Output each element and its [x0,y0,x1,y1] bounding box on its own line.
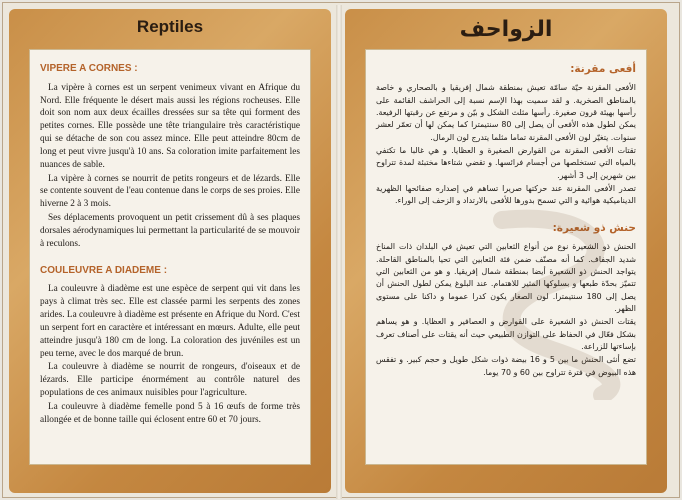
panel-french [9,9,331,493]
paragraph: الأفعى المقرنة حيّة سامّة تعيش بمنطقة شمال إفريقيا و بالصحاري و خاصة بالمناطق الصخرية. و لقد سميت بهذا الإسم نسبة إلى الحراشف القائمة على رأسها بهيئة قرون صغيرة. رأسها مثلث الشكل و بيّن و مرتفع عن رقبتها الرفيعة. يمكن لطول هذه الأفعى أن يصل إلى 80 سنتيمترا كما يمكن لها أن تعمّر لعشر سنوات. يتغيّر لون الأفعى المقرنة تماما مثلما يتدرج لون الرمال. [376,83,636,142]
section-heading: أفعى مقرنة: [570,63,636,75]
page-title-arabic: الزواحف [459,17,553,42]
text-card-arabic [365,49,647,465]
paragraph: الحنش ذو الشعيرة نوع من أنواع الثعابين التي تعيش في البلدان ذات المناخ شديد الجفاف. كما أنه مصنّف ضمن فئة الثعابين التي تحيا بالمناطق القاحلة. يتواجد الحنش ذو الشعيرة أيضا بمنطقة شمال إفريقيا. و هو من الثعابين التي تتميّز بحدّة طبعها و بسلوكها المثير للاهتمام. عند البلوغ يمكن لطول الحنش أن يصل إلى 180 سنتيمترا. لون الصغار يكون كدرا عموما و داكنا على مستوى الظهر. [376,242,636,313]
panel-arabic [345,9,667,493]
text-card-french [29,49,311,465]
paragraph: La couleuvre à diadème se nourrit de rongeurs, d'oiseaux et de lézards. Elle participe énormément au contrôle naturel des populations de ces animaux nuisibles pour l'agriculture. [40,362,300,398]
paragraph: تصدر الأفعى المقرنة عند حركتها صريرا تساهم في إصداره صفائحها الظهرية الديناميكية هوائية و التي تسمح بدورها للأفعى بالارتداد و الزحف إلى الوراء. [376,184,636,206]
paragraph: تقتات الأفعى المقرنة من القوارض الصغيرة و العظايا. و هي غالبا ما تكتفي بالمياه التي تستخلصها من أجسام فرائسها. و تقضي شتاءها مختبئة لمدة تتراوح بين شهرين إلى 3 أشهر. [376,146,636,180]
section-heading: حنش ذو شعيرة: [552,221,636,234]
section-heading: COULEUVRE A DIADEME : [40,264,168,276]
paragraph: La couleuvre à diadème femelle pond 5 à 16 œufs de forme très allongée et de bonne taille qui éclosent entre 60 et 70 jours. [40,401,300,425]
center-fold [336,5,342,499]
paragraph: La vipère à cornes est un serpent venimeux vivant en Afrique du Nord. Elle fréquente le désert mais aussi les régions rocheuses. Elle doit son nom aux deux écailles dressées sur sa tête qui forment des petites cornes. Elle possède une tête triangulaire très caractéristique qui se détache de son cou assez mince. Elle peut atteindre 80cm de long et peut vivre jusqu'à 10 ans. Sa coloration imite parfaitement les nuances de sable. [40,82,300,170]
postcard [2,2,680,498]
paragraph: تضع أنثى الحنش ما بين 5 و 16 بيضة ذوات شكل طويل و حجم كبير. و تفقس هذه البيوض في فترة تتراوح بين 60 و 70 يوما. [376,355,636,377]
paragraph: La couleuvre à diadème est une espèce de serpent qui vit dans les pays à climat très sec. Elle est classée parmi les serpents des zones arides. La couleuvre à diadème est présente en Afrique du Nord. C'est un serpent fort en caractère et intéressant en mœurs. Adulte, elle peut atteindre jusqu'à 180 cm de long. La coloration des juvéniles est un peu terne, avec le dos marqué de brun. [40,284,300,359]
page-title-french: Reptiles [136,17,204,36]
paragraph: La vipère à cornes se nourrit de petits rongeurs et de lézards. Elle se contente souvent de l'eau contenue dans le corps de ses proies. Elle hiverne 2 à 3 mois. [40,173,300,210]
paragraph: Ses déplacements provoquent un petit crissement dû à ses plaques dorsales aérodynamiques lui permettant la particularité de se mouvoir à reculons. [40,213,300,249]
paragraph: يقتات الحنش ذو الشعيرة على القوارض و العصافير و العظايا. و هو يساهم بشكل فعّال في الحفاظ على التوازن الطبيعي حيث أنه يقتات على أصناف تعرف بإساءتها للزراعة. [376,317,636,351]
section-heading: VIPERE A CORNES : [40,63,138,74]
